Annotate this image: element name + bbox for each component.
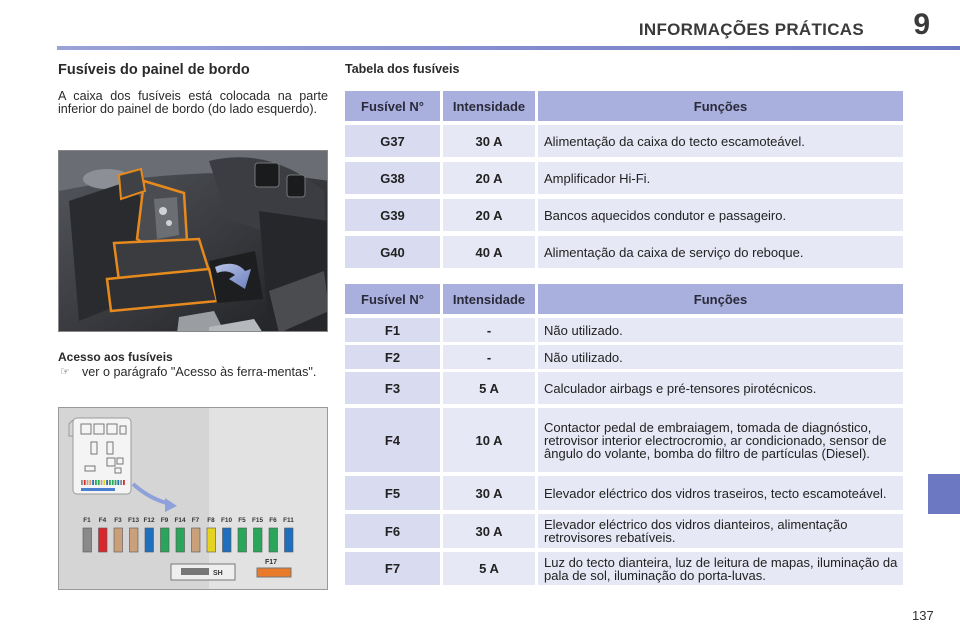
dashboard-fuse-box-photo bbox=[58, 150, 328, 332]
fuse-number-cell: F4 bbox=[345, 408, 440, 472]
header-functions-f: Funções bbox=[538, 284, 903, 314]
fuse-diagram-svg bbox=[59, 408, 328, 590]
mini-fuse bbox=[95, 480, 97, 485]
fuse bbox=[238, 528, 247, 552]
fuse-number-cell: F1 bbox=[345, 318, 440, 342]
fuse-label: F7 bbox=[191, 517, 200, 524]
page-number: 137 bbox=[912, 608, 934, 623]
mini-fuse bbox=[89, 480, 91, 485]
function-cell: Alimentação da caixa do tecto escamoteável. bbox=[538, 125, 903, 157]
fuse bbox=[192, 528, 201, 552]
fuse-layout-diagram bbox=[58, 407, 328, 590]
header-fuse-number-g: Fusível N° bbox=[345, 91, 440, 121]
intro-paragraph: A caixa dos fusíveis está colocada na parte inferior do painel de bordo (do lado esquerdo). bbox=[58, 89, 328, 116]
mini-fuse bbox=[98, 480, 100, 485]
amperage-cell: 5 A bbox=[443, 372, 535, 404]
fuse-label: F5 bbox=[238, 517, 246, 524]
amperage-cell: 40 A bbox=[443, 236, 535, 268]
shunt-label: SH bbox=[213, 570, 223, 577]
amperage-cell: 30 A bbox=[443, 476, 535, 510]
fuse-box-overview bbox=[69, 418, 131, 494]
fuse-label: F12 bbox=[143, 517, 155, 524]
function-cell: Elevador eléctrico dos vidros traseiros, tecto escamoteável. bbox=[538, 476, 903, 510]
fuse bbox=[145, 528, 154, 552]
mini-fuse bbox=[115, 480, 117, 485]
fuse bbox=[269, 528, 278, 552]
chapter-title: INFORMAÇÕES PRÁTICAS bbox=[638, 20, 864, 39]
function-cell: Luz do tecto dianteira, luz de leitura de mapas, iluminação da pala de sol, iluminação do porta-luvas. bbox=[538, 552, 903, 585]
fuse-label: F1 bbox=[83, 517, 91, 524]
access-title: Acesso aos fusíveis bbox=[58, 350, 173, 364]
fuse-label: F4 bbox=[98, 517, 107, 524]
function-cell: Contactor pedal de embraiagem, tomada de diagnóstico, retrovisor interior electrocromio, ar condicionado, sensor de ângulo do volante, bomba do filtro de partículas (Diesel). bbox=[538, 408, 903, 472]
fuse bbox=[161, 528, 170, 552]
mini-fuse bbox=[117, 480, 119, 485]
function-cell: Calculador airbags e pré-tensores pirotécnicos. bbox=[538, 372, 903, 404]
function-cell: Alimentação da caixa de serviço do reboque. bbox=[538, 236, 903, 268]
mini-fuse bbox=[81, 480, 83, 485]
fuse bbox=[130, 528, 139, 552]
function-cell: Não utilizado. bbox=[538, 318, 903, 342]
fuse-label: F6 bbox=[269, 517, 277, 524]
amperage-cell: 30 A bbox=[443, 125, 535, 157]
header-functions-g: Funções bbox=[538, 91, 903, 121]
mini-fuse bbox=[87, 480, 89, 485]
fuse-number-cell: G40 bbox=[345, 236, 440, 268]
access-text: ver o parágrafo "Acesso às ferra-mentas". bbox=[82, 365, 317, 379]
fuse-label: F10 bbox=[220, 517, 233, 524]
function-cell: Não utilizado. bbox=[538, 345, 903, 369]
fuse-label: F11 bbox=[283, 517, 294, 524]
header-fuse-number-f: Fusível N° bbox=[345, 284, 440, 314]
amperage-cell: - bbox=[443, 318, 535, 342]
fuse-number-cell: G37 bbox=[345, 125, 440, 157]
fuse bbox=[83, 528, 92, 552]
function-cell: Elevador eléctrico dos vidros dianteiros, alimentação retrovisores rebatíveis. bbox=[538, 514, 903, 548]
fuse-label-F17: F17 bbox=[265, 559, 278, 566]
fuse-number-cell: F7 bbox=[345, 552, 440, 585]
fuse-number-cell: F5 bbox=[345, 476, 440, 510]
fuse-number-cell: G39 bbox=[345, 199, 440, 231]
mini-fuse bbox=[112, 480, 114, 485]
function-cell: Amplificador Hi-Fi. bbox=[538, 162, 903, 194]
fuse-label: F3 bbox=[114, 517, 122, 524]
fuse-label: F9 bbox=[160, 517, 169, 524]
mini-fuse bbox=[101, 480, 103, 485]
header-rule bbox=[57, 46, 960, 50]
hand-pointer-icon: ☞ bbox=[60, 366, 70, 378]
fuse bbox=[285, 528, 294, 552]
fuse-number-cell: F2 bbox=[345, 345, 440, 369]
fuse-number-cell: F6 bbox=[345, 514, 440, 548]
mini-fuse bbox=[84, 480, 86, 485]
fuse bbox=[254, 528, 263, 552]
fuse-label: F15 bbox=[251, 517, 264, 524]
amperage-cell: 20 A bbox=[443, 162, 535, 194]
fuse-label: F13 bbox=[127, 517, 140, 524]
chapter-number: 9 bbox=[913, 8, 930, 41]
mini-fuse bbox=[103, 480, 105, 485]
fuse bbox=[114, 528, 123, 552]
function-cell: Bancos aquecidos condutor e passageiro. bbox=[538, 199, 903, 231]
fuse-number-cell: F3 bbox=[345, 372, 440, 404]
mini-fuse bbox=[109, 480, 111, 485]
fuse-label: F8 bbox=[207, 517, 215, 524]
section-title: Fusíveis do painel de bordo bbox=[58, 62, 250, 78]
fuse bbox=[207, 528, 216, 552]
header-amperage-f: Intensidade bbox=[443, 284, 535, 314]
mini-fuse bbox=[123, 480, 125, 485]
fuse bbox=[223, 528, 232, 552]
mini-fuse bbox=[92, 480, 94, 485]
chapter-side-tab[interactable] bbox=[928, 474, 960, 514]
fuse-number-cell: G38 bbox=[345, 162, 440, 194]
fuse bbox=[176, 528, 185, 552]
fuse bbox=[99, 528, 108, 552]
amperage-cell: 5 A bbox=[443, 552, 535, 585]
amperage-cell: - bbox=[443, 345, 535, 369]
amperage-cell: 20 A bbox=[443, 199, 535, 231]
mini-fuse bbox=[120, 480, 122, 485]
dashboard-illustration bbox=[59, 151, 328, 332]
header-amperage-g: Intensidade bbox=[443, 91, 535, 121]
amperage-cell: 30 A bbox=[443, 514, 535, 548]
fuse-label: F14 bbox=[174, 517, 186, 524]
table-caption: Tabela dos fusíveis bbox=[345, 62, 460, 76]
amperage-cell: 10 A bbox=[443, 408, 535, 472]
mini-fuse bbox=[106, 480, 108, 485]
